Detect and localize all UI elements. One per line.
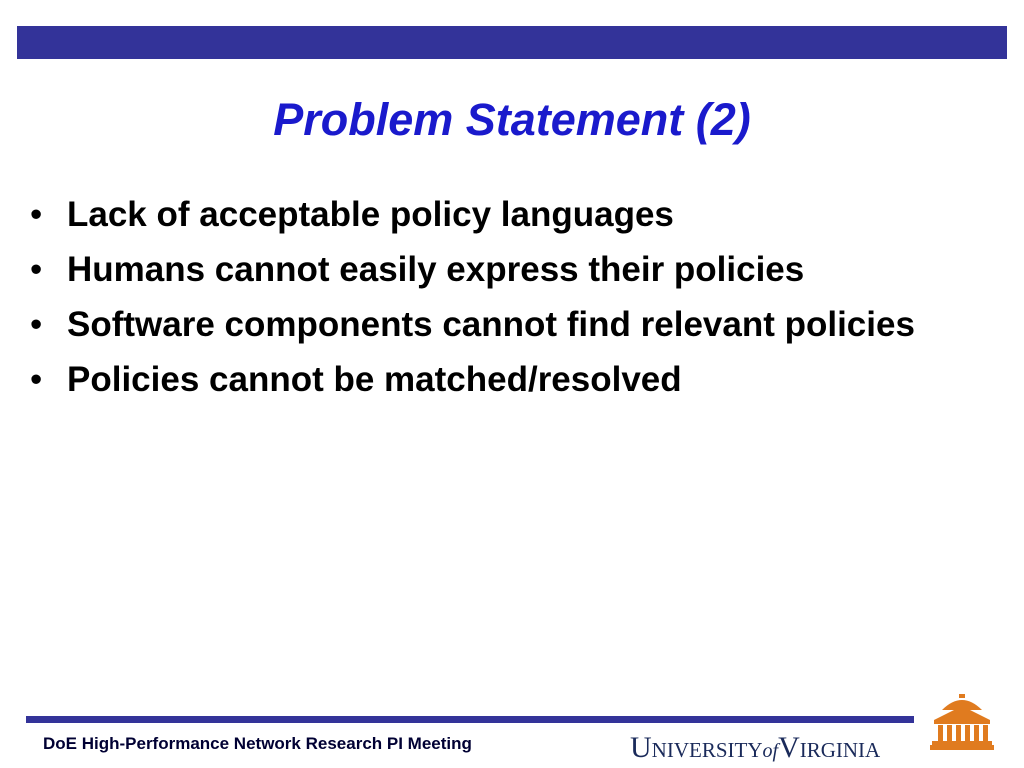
rotunda-icon [930, 690, 994, 750]
bullet-marker: • [30, 195, 43, 234]
bullet-text: Humans cannot easily express their policies [67, 250, 805, 289]
bullet-item [30, 304, 990, 346]
bullet-item [30, 359, 990, 401]
bullet-item [30, 194, 990, 236]
footer-meeting-text: DoE High-Performance Network Research PI Meeting [43, 734, 472, 753]
top-accent-bar [17, 26, 1007, 59]
bullet-marker: • [30, 360, 43, 399]
bullet-text: Lack of acceptable policy languages [67, 195, 674, 234]
bullet-list [30, 194, 990, 414]
bullet-marker: • [30, 305, 43, 344]
footer-accent-bar [26, 716, 914, 723]
bullet-text: Policies cannot be matched/resolved [67, 360, 682, 399]
bullet-item [30, 249, 990, 291]
bullet-marker: • [30, 250, 43, 289]
bullet-text: Software components cannot find relevant policies [67, 305, 915, 344]
university-logo-wordmark: UNIVERSITYofVIRGINIA [630, 731, 881, 764]
slide-title: Problem Statement (2) [273, 94, 751, 145]
